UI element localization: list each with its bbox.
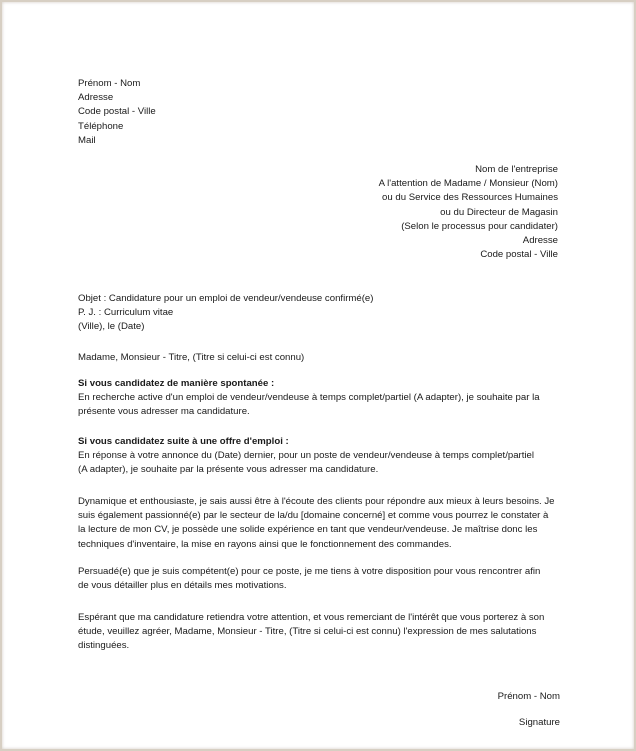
recipient-address: Adresse [522, 235, 558, 247]
attachment-line: P. J. : Curriculum vitae [78, 307, 174, 319]
paragraph-line: Persuadé(e) que je suis compétent(e) pour ce poste, je me tiens à votre disposition pour vous rencontrer afin [78, 566, 541, 577]
spontaneous-heading: Si vous candidatez de manière spontanée : [78, 378, 275, 389]
place-date-line: (Ville), le (Date) [78, 321, 145, 333]
closing-signature: Signature [518, 717, 560, 728]
paragraph-line: la lecture de mon CV, je possède une solide expérience en tant que vendeur/vendeuse. Je maîtrise donc les [78, 524, 538, 536]
hoping-paragraph [78, 611, 562, 654]
sender-mail: Mail [78, 134, 96, 146]
recipient-block [379, 163, 558, 262]
recipient-attention: A l'attention de Madame / Monsieur (Nom) [378, 178, 558, 190]
paragraph-line: suis également passionné(e) par le secteur de la/du [domaine concerné] et comme vous pourrez le constater à [78, 510, 549, 522]
spontaneous-paragraph [78, 377, 562, 420]
offer-heading: Si vous candidatez suite à une offre d'emploi : [78, 436, 289, 447]
object-block [78, 292, 373, 335]
offer-paragraph [78, 435, 562, 478]
persuaded-paragraph [78, 565, 562, 593]
paragraph-line: distinguées. [78, 640, 130, 652]
salutation: Madame, Monsieur - Titre, (Titre si celui-ci est connu) [78, 352, 305, 363]
sender-name: Prénom - Nom [78, 78, 141, 89]
sender-address: Adresse [78, 92, 114, 104]
recipient-hr: ou du Service des Ressources Humaines [382, 192, 558, 204]
dynamic-paragraph [78, 495, 562, 552]
sender-city: Code postal - Ville [78, 106, 156, 118]
paragraph-line: techniques d'inventaire, la mise en rayons ainsi que le fonctionnement des commandes. [78, 538, 452, 550]
paragraph-line: En réponse à votre annonce du (Date) dernier, pour un poste de vendeur/vendeuse à temps complet/partiel [78, 450, 534, 462]
paragraph-line: présente vous adresser ma candidature. [78, 406, 250, 418]
object-line: Objet : Candidature pour un emploi de vendeur/vendeuse confirmé(e) [78, 293, 374, 304]
paragraph-line: de vous détailler plus en détails mes motivations. [78, 580, 287, 592]
paragraph-line: (A adapter), je souhaite par la présente vous adresser ma candidature. [78, 464, 379, 476]
recipient-company: Nom de l'entreprise [475, 164, 558, 175]
recipient-city: Code postal - Ville [480, 249, 558, 261]
paragraph-line: Dynamique et enthousiaste, je sais aussi être à l'écoute des clients pour répondre aux mieux à leurs besoins. Je [78, 496, 555, 507]
recipient-process: (Selon le processus pour candidater) [401, 220, 558, 232]
sender-phone: Téléphone [78, 120, 124, 132]
paragraph-line: En recherche active d'un emploi de vendeur/vendeuse à temps complet/partiel (A adapter), je souhaite par la [78, 392, 540, 404]
closing-name: Prénom - Nom [497, 691, 560, 702]
paragraph-line: étude, veuillez agréer, Madame, Monsieur - Titre, (Titre si celui-ci est connu) l'expression de mes salutations [78, 626, 537, 638]
recipient-director: ou du Directeur de Magasin [440, 206, 558, 218]
paragraph-line: Espérant que ma candidature retiendra votre attention, et vous remerciant de l'intérêt que vous porterez à son [78, 612, 545, 623]
sender-block [78, 77, 156, 148]
